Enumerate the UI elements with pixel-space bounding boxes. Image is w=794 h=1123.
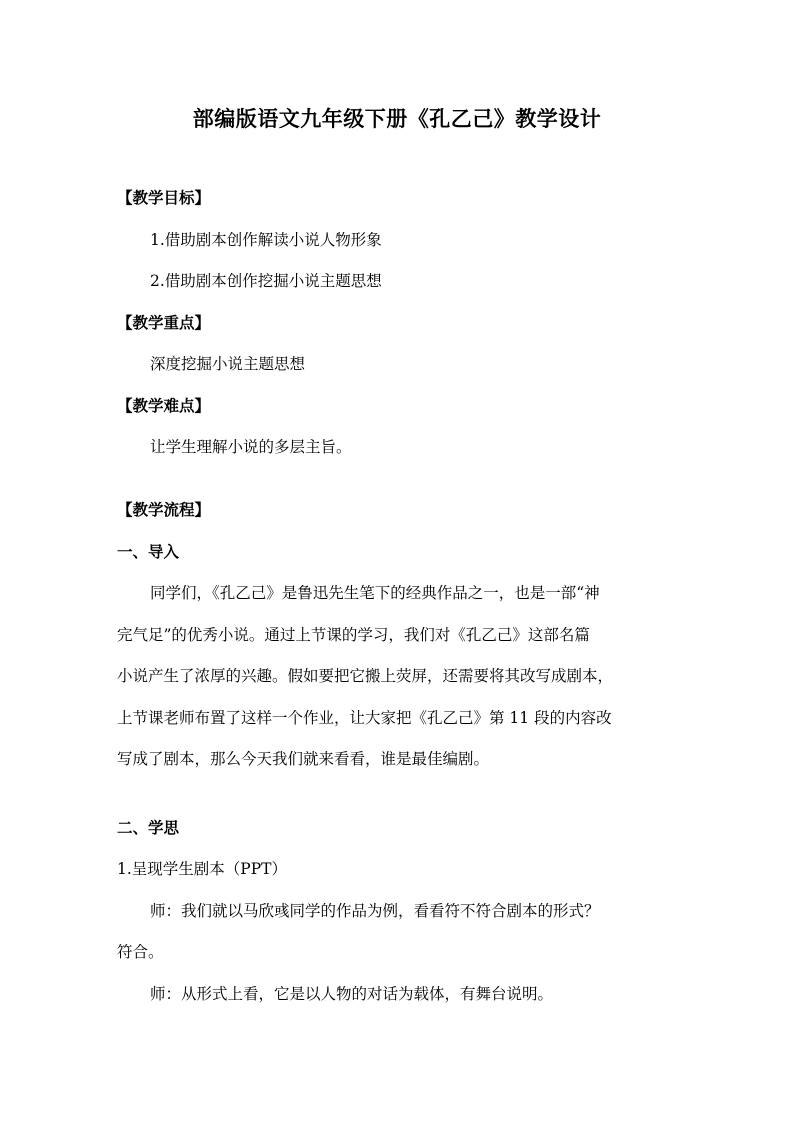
intro-paragraph-line: 同学们，《孔乙己》是鲁迅先生笔下的经典作品之一，也是一部“神: [150, 584, 600, 602]
intro-paragraph-line: 写成了剧本，那么今天我们就来看看，谁是最佳编剧。: [117, 750, 490, 768]
intro-paragraph-line: 小说产生了浓厚的兴趣。假如要把它搬上荧屏，还需要将其改写成剧本，: [117, 667, 614, 685]
document-title: 部编版语文九年级下册《孔乙己》教学设计: [192, 107, 602, 131]
study-heading: 二、学思: [117, 819, 180, 837]
study-dialogue-line: 师：从形式上看，它是以人物的对话为载体，有舞台说明。: [150, 985, 554, 1003]
difficulties-text: 让学生理解小说的多层主旨。: [150, 438, 352, 456]
objective-item-2: 2.借助剧本创作挖掘小说主题思想: [150, 272, 382, 290]
key-points-heading: 【教学重点】: [117, 314, 211, 332]
intro-heading: 一、导入: [117, 543, 180, 561]
intro-paragraph-line: 完气足”的优秀小说。通过上节课的学习，我们对《孔乙己》这部名篇: [117, 626, 590, 644]
study-step-1: 1.呈现学生剧本（PPT）: [117, 860, 287, 878]
intro-paragraph-line: 上节课老师布置了这样一个作业，让大家把《孔乙己》第 11 段的内容改: [117, 709, 612, 727]
key-points-text: 深度挖掘小说主题思想: [150, 355, 306, 373]
objectives-heading: 【教学目标】: [117, 189, 211, 207]
objective-item-1: 1.借助剧本创作解读小说人物形象: [150, 231, 382, 249]
study-dialogue-line: 符合。: [117, 943, 164, 961]
study-dialogue-line: 师：我们就以马欣彧同学的作品为例，看看符不符合剧本的形式？: [150, 902, 600, 920]
difficulties-heading: 【教学难点】: [117, 397, 211, 415]
process-heading: 【教学流程】: [117, 501, 211, 519]
